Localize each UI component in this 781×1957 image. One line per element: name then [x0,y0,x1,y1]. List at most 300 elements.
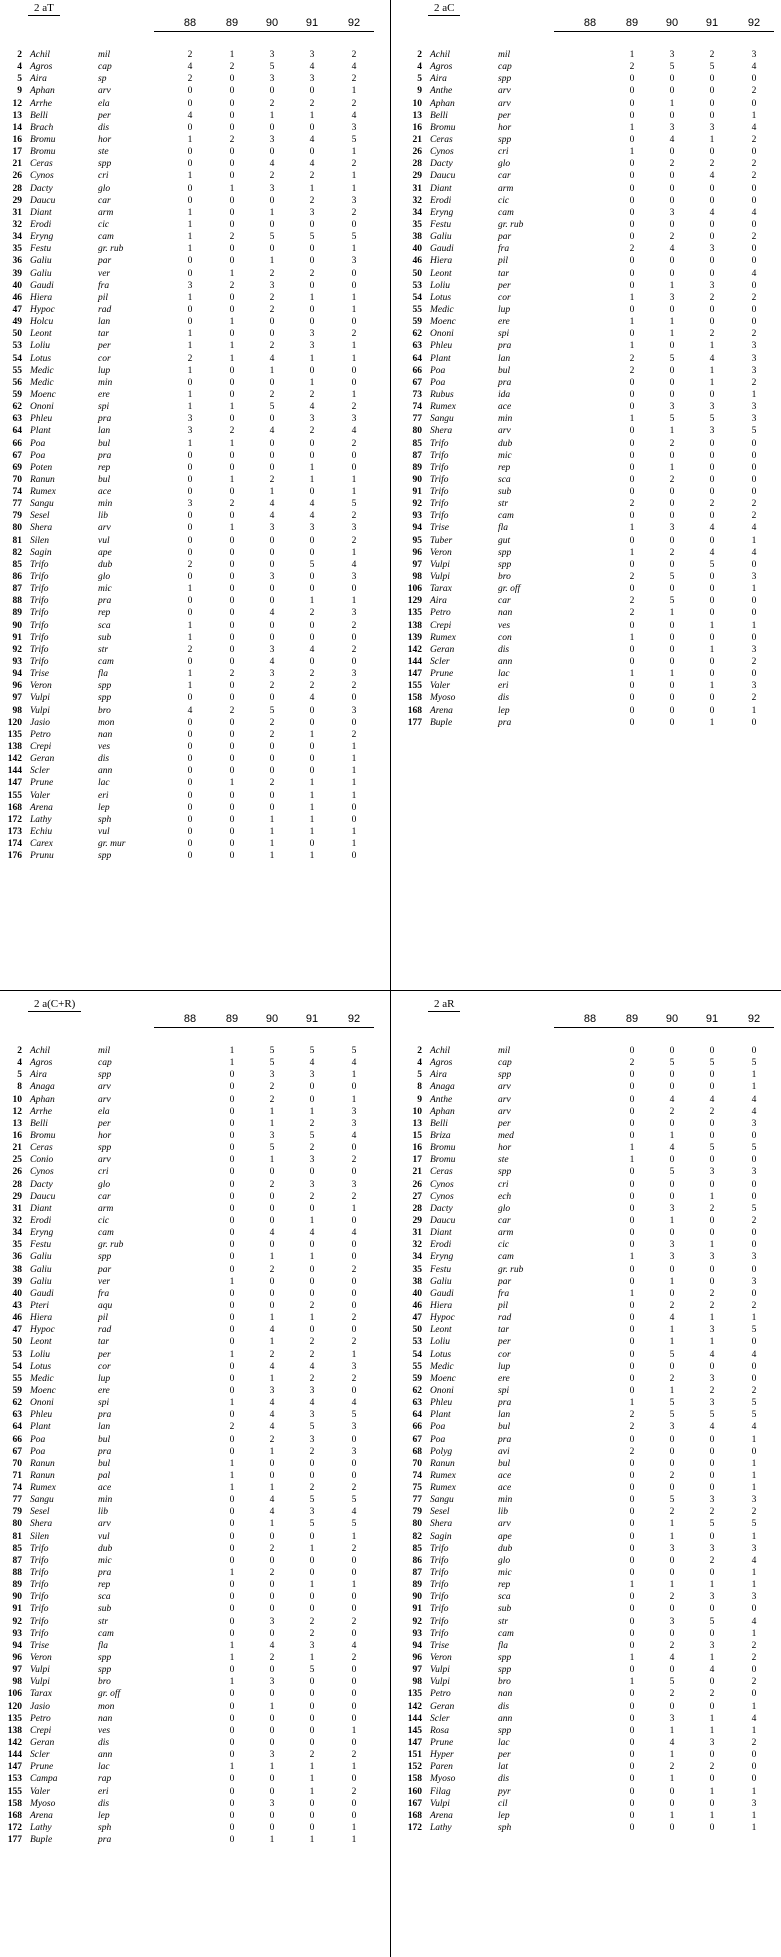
species-number: 98 [12,705,22,716]
species-number: 29 [412,1215,422,1226]
cover-value: 4 [669,1653,675,1664]
table-row [0,1531,378,1543]
cover-value: 2 [351,1483,357,1494]
table-row [0,595,378,607]
cover-value: 0 [229,1434,235,1445]
cover-value: 5 [351,1046,357,1056]
cover-value: 0 [269,1470,275,1481]
cover-value: 0 [351,1738,357,1749]
species-abbrev: arv [498,1519,511,1530]
table-row [0,1518,378,1530]
table-row [0,1057,378,1069]
species-number: 144 [407,657,422,668]
cover-value: 3 [269,134,275,145]
cover-value: 5 [669,1058,675,1069]
panel-title: 2 a(C+R) [28,998,81,1012]
cover-value: 1 [351,353,357,364]
cover-value: 3 [669,207,675,218]
cover-value: 1 [709,1580,715,1591]
species-number: 8 [17,1082,22,1093]
cover-value: 2 [269,98,275,109]
cover-value: 2 [351,644,357,655]
table-row [0,1506,378,1518]
table-row [0,49,378,61]
cover-value: 0 [669,487,675,498]
species-abbrev: cap [98,1058,112,1069]
cover-value: 0 [187,304,193,315]
cover-value: 3 [309,523,315,534]
genus-abbrev: Ceras [430,134,453,145]
cover-value: 0 [309,572,315,583]
cover-value: 1 [751,1483,757,1494]
cover-value: 1 [751,1725,757,1736]
cover-value: 0 [669,1701,675,1712]
species-abbrev: spi [498,329,510,340]
genus-abbrev: Galiu [430,1276,452,1287]
species-abbrev: str [498,499,509,510]
cover-value: 2 [351,98,357,109]
table-row [400,1057,778,1069]
species-number: 142 [407,644,422,655]
cover-value: 4 [269,1640,275,1651]
header-rule [554,1027,774,1028]
species-abbrev: lac [498,669,510,680]
species-number: 27 [412,1191,422,1202]
species-number: 80 [12,1519,22,1530]
year-label: 89 [225,17,239,29]
cover-value: 5 [309,1130,315,1141]
cover-value: 0 [229,1106,235,1117]
cover-value: 3 [351,1361,357,1372]
cover-value: 1 [709,1810,715,1821]
cover-value: 2 [751,86,757,97]
species-abbrev: spp [498,1665,512,1676]
species-number: 54 [12,1361,22,1372]
genus-abbrev: Medic [30,1373,54,1384]
cover-value: 3 [187,499,193,510]
species-abbrev: cam [498,207,514,218]
year-label: 91 [705,17,719,29]
species-number: 120 [7,717,22,728]
species-abbrev: pal [98,1470,111,1481]
cover-value: 1 [351,1835,357,1846]
species-abbrev: mon [98,717,115,728]
species-abbrev: fla [98,669,109,680]
cover-value: 5 [309,559,315,570]
species-abbrev: pra [98,450,112,461]
genus-abbrev: Filag [430,1786,451,1797]
cover-value: 5 [309,1665,315,1676]
genus-abbrev: Scler [30,766,50,777]
cover-value: 2 [229,705,235,716]
cover-value: 4 [269,1507,275,1518]
species-abbrev: arv [98,523,111,534]
cover-value: 1 [669,1519,675,1530]
cover-value: 0 [669,1604,675,1615]
table-row [400,134,778,146]
cover-value: 0 [709,693,715,704]
table-row [400,425,778,437]
cover-value: 1 [187,438,193,449]
genus-abbrev: Rubus [430,389,454,400]
cover-value: 0 [629,74,635,85]
cover-value: 1 [187,402,193,413]
cover-value: 0 [709,1082,715,1093]
cover-value: 0 [187,474,193,485]
species-number: 10 [412,1106,422,1117]
cover-value: 0 [187,523,193,534]
cover-value: 2 [709,1385,715,1396]
table-row [400,231,778,243]
cover-value: 3 [669,1616,675,1627]
cover-value: 2 [309,1143,315,1154]
cover-value: 0 [709,195,715,206]
species-abbrev: per [98,110,111,121]
cover-value: 4 [269,1228,275,1239]
table-row [400,1421,778,1433]
cover-value: 2 [351,402,357,413]
species-number: 5 [417,74,422,85]
cover-value: 0 [669,86,675,97]
cover-value: 0 [629,693,635,704]
cover-value: 0 [269,1628,275,1639]
cover-value: 3 [269,1070,275,1081]
cover-value: 0 [629,171,635,182]
species-abbrev: pra [98,1446,112,1457]
table-row [0,571,378,583]
cover-value: 1 [629,1143,635,1154]
genus-abbrev: Hiera [430,256,453,267]
cover-value: 0 [269,1604,275,1615]
cover-value: 1 [669,280,675,291]
species-number: 34 [412,207,422,218]
genus-abbrev: Poten [30,462,53,473]
species-abbrev: dis [98,122,110,133]
table-row [400,1688,778,1700]
cover-value: 4 [269,1410,275,1421]
species-abbrev: cam [98,1228,114,1239]
species-number: 87 [12,584,22,595]
cover-value: 1 [229,183,235,194]
species-number: 13 [412,1118,422,1129]
species-number: 4 [417,62,422,73]
species-number: 91 [12,1604,22,1615]
table-row [0,438,378,450]
species-number: 87 [412,1568,422,1579]
cover-value: 0 [351,657,357,668]
species-number: 9 [417,86,422,97]
cover-value: 0 [709,1228,715,1239]
cover-value: 1 [269,110,275,121]
genus-abbrev: Arrhe [30,1106,52,1117]
cover-value: 3 [309,1640,315,1651]
cover-value: 2 [629,365,635,376]
species-number: 21 [412,1167,422,1178]
cover-value: 0 [269,632,275,643]
genus-abbrev: Diant [430,183,452,194]
cover-value: 2 [309,1300,315,1311]
cover-value: 2 [309,171,315,182]
cover-value: 1 [629,632,635,643]
cover-value: 2 [629,62,635,73]
cover-value: 0 [269,122,275,133]
species-abbrev: mic [98,1555,112,1566]
cover-value: 0 [187,98,193,109]
cover-value: 0 [229,717,235,728]
cover-value: 1 [669,426,675,437]
table-row [0,1154,378,1166]
cover-value: 0 [269,329,275,340]
cover-value: 2 [309,669,315,680]
table-row [0,814,378,826]
species-number: 142 [7,1738,22,1749]
table-row [400,535,778,547]
genus-abbrev: Vulpi [30,1677,50,1688]
genus-abbrev: Lotus [30,1361,52,1372]
table-row [0,170,378,182]
cover-value: 1 [629,1288,635,1299]
cover-value: 3 [709,1592,715,1603]
cover-value: 0 [309,1276,315,1287]
cover-value: 1 [269,1155,275,1166]
cover-value: 2 [751,329,757,340]
genus-abbrev: Eryng [30,1228,54,1239]
cover-value: 2 [751,1300,757,1311]
species-number: 91 [412,1604,422,1615]
species-abbrev: nan [98,729,113,740]
cover-value: 2 [709,1555,715,1566]
species-abbrev: glo [98,572,111,583]
cover-value: 1 [709,1240,715,1251]
cover-value: 2 [629,244,635,255]
cover-value: 1 [629,1580,635,1591]
cover-value: 0 [309,280,315,291]
year-label: 92 [747,1013,761,1025]
species-number: 89 [412,462,422,473]
species-abbrev: bul [498,1458,511,1469]
cover-value: 2 [709,329,715,340]
cover-value: 3 [269,572,275,583]
cover-value: 0 [229,1725,235,1736]
species-abbrev: spp [498,74,512,85]
table-row [0,304,378,316]
cover-value: 0 [751,559,757,570]
cover-value: 0 [269,1713,275,1724]
cover-value: 0 [669,632,675,643]
year-label: 91 [305,17,319,29]
year-header [400,17,778,31]
genus-abbrev: Bromu [430,1155,456,1166]
cover-value: 1 [309,1543,315,1554]
cover-value: 1 [751,110,757,121]
species-number: 2 [417,1046,422,1056]
table-row [0,450,378,462]
cover-value: 1 [309,292,315,303]
cover-value: 1 [751,1070,757,1081]
cover-value: 0 [229,195,235,206]
genus-abbrev: Rumex [430,1470,456,1481]
genus-abbrev: Aira [430,596,447,607]
cover-value: 1 [709,1786,715,1797]
species-abbrev: arm [498,1228,514,1239]
cover-value: 1 [629,292,635,303]
cover-value: 0 [229,1604,235,1615]
table-row [0,280,378,292]
cover-value: 0 [309,1458,315,1469]
genus-abbrev: Poa [430,1422,446,1433]
cover-value: 0 [229,1155,235,1166]
cover-value: 0 [269,244,275,255]
table-row [400,1798,778,1810]
species-abbrev: vul [98,1531,110,1542]
species-abbrev: fra [98,1288,110,1299]
species-abbrev: dub [498,438,513,449]
table-row [400,49,778,61]
cover-value: 0 [351,802,357,813]
cover-value: 0 [309,1810,315,1821]
cover-value: 1 [351,147,357,158]
cover-value: 0 [229,1385,235,1396]
cover-value: 0 [229,219,235,230]
table-row [0,134,378,146]
cover-value: 1 [229,1398,235,1409]
species-number: 29 [12,195,22,206]
cover-value: 4 [269,159,275,170]
cover-value: 0 [709,304,715,315]
header-rule [154,1027,374,1028]
cover-value: 0 [187,729,193,740]
cover-value: 0 [709,1798,715,1809]
cover-value: 0 [751,1689,757,1700]
cover-value: 5 [309,1519,315,1530]
cover-value: 0 [629,389,635,400]
cover-value: 0 [309,1592,315,1603]
genus-abbrev: Trifo [430,462,449,473]
cover-value: 0 [309,365,315,376]
cover-value: 0 [229,1786,235,1797]
cover-value: 1 [751,1434,757,1445]
cover-value: 0 [229,632,235,643]
cover-value: 2 [669,1470,675,1481]
cover-value: 2 [269,717,275,728]
cover-value: 0 [351,1604,357,1615]
species-abbrev: spp [98,693,112,704]
cover-value: 4 [269,657,275,668]
species-number: 13 [12,110,22,121]
species-number: 63 [412,341,422,352]
cover-value: 0 [629,402,635,413]
cover-value: 1 [669,669,675,680]
cover-value: 5 [751,1143,757,1154]
species-number: 21 [12,1143,22,1154]
table-row [400,1652,778,1664]
table-row [0,1737,378,1749]
cover-value: 0 [751,1155,757,1166]
species-number: 177 [407,717,422,728]
species-number: 106 [407,584,422,595]
species-number: 77 [12,1495,22,1506]
cover-value: 0 [309,1725,315,1736]
species-abbrev: nan [498,608,513,619]
cover-value: 0 [229,620,235,631]
cover-value: 0 [187,693,193,704]
genus-abbrev: Galiu [30,256,52,267]
table-row [0,1434,378,1446]
table-row [400,1373,778,1385]
species-number: 90 [12,1592,22,1603]
cover-value: 0 [669,1446,675,1457]
cover-value: 0 [229,839,235,850]
genus-abbrev: Gaudi [430,244,454,255]
table-row [0,1045,378,1057]
species-abbrev: dub [98,1543,113,1554]
cover-value: 0 [309,1701,315,1712]
cover-value: 0 [269,790,275,801]
species-abbrev: gr. rub [98,1240,124,1251]
cover-value: 2 [751,377,757,388]
cover-value: 1 [669,1276,675,1287]
cover-value: 0 [629,86,635,97]
genus-abbrev: Trifo [430,438,449,449]
table-row [0,777,378,789]
genus-abbrev: Brach [30,122,54,133]
cover-value: 0 [351,1628,357,1639]
species-number: 120 [7,1701,22,1712]
cover-value: 0 [709,317,715,328]
genus-abbrev: Cynos [430,1191,454,1202]
cover-value: 0 [629,1701,635,1712]
table-row [0,1543,378,1555]
cover-value: 3 [351,1446,357,1457]
cover-value: 0 [229,389,235,400]
species-number: 85 [412,438,422,449]
species-number: 142 [407,1701,422,1712]
cover-value: 0 [269,1167,275,1178]
cover-value: 1 [669,462,675,473]
cover-value: 2 [669,1373,675,1384]
species-number: 10 [412,98,422,109]
species-abbrev: cic [98,219,110,230]
cover-value: 4 [351,1130,357,1141]
genus-abbrev: Gaudi [30,280,54,291]
cover-value: 3 [669,122,675,133]
species-abbrev: per [98,1349,111,1360]
cover-value: 1 [187,584,193,595]
cover-value: 0 [629,1519,635,1530]
genus-abbrev: Trifo [30,632,49,643]
cover-value: 0 [229,1118,235,1129]
species-abbrev: ste [498,1155,509,1166]
species-number: 98 [412,572,422,583]
species-abbrev: lan [98,1422,111,1433]
species-abbrev: tar [98,1337,110,1348]
table-row [400,255,778,267]
genus-abbrev: Geran [30,754,55,765]
cover-value: 0 [751,1446,757,1457]
cover-value: 0 [351,317,357,328]
genus-abbrev: Pteri [30,1300,49,1311]
cover-value: 0 [709,1446,715,1457]
species-number: 172 [7,1823,22,1833]
species-abbrev: arv [98,1155,111,1166]
cover-value: 4 [351,62,357,73]
species-abbrev: pil [498,256,509,267]
cover-value: 0 [351,280,357,291]
cover-value: 1 [187,219,193,230]
cover-value: 2 [629,572,635,583]
species-number: 86 [12,572,22,583]
species-abbrev: eri [98,790,109,801]
